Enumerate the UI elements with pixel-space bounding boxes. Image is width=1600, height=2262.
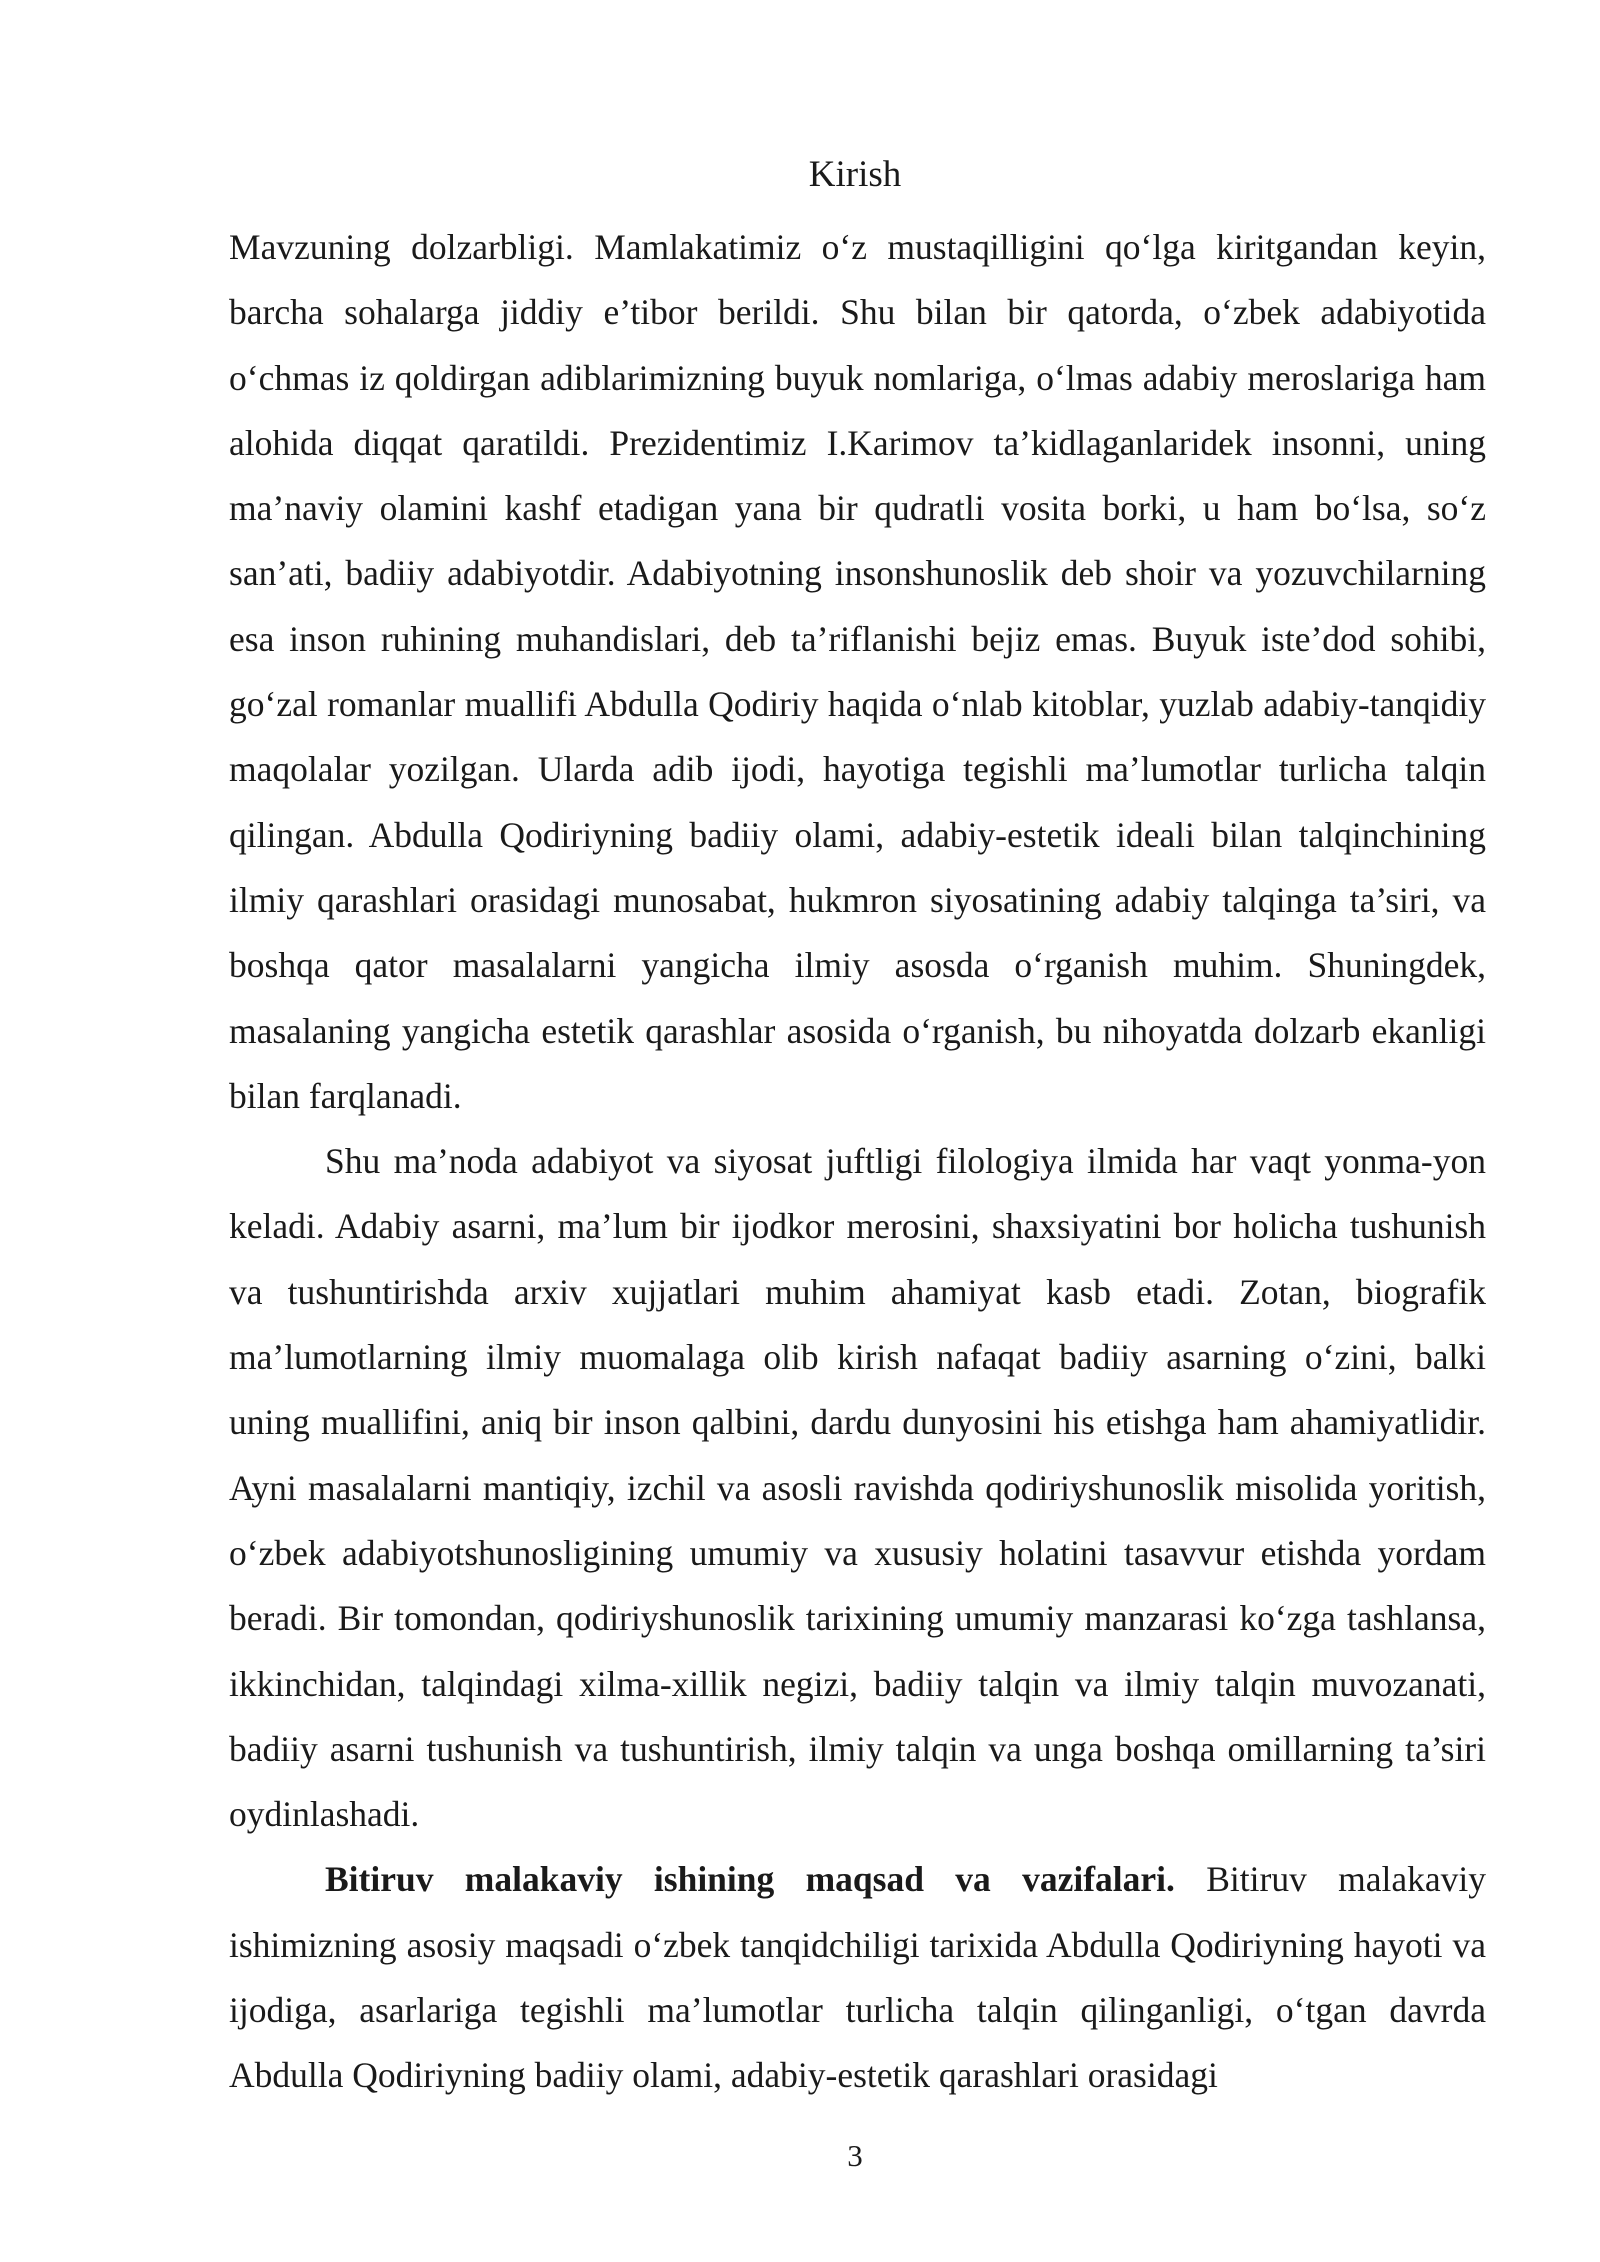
paragraph-literature-politics: Shu ma’noda adabiyot va siyosat juftligi filologiya ilmida har vaqt yonma-yon keladi. Adabiy asarni, ma’lum bir ijodkor merosini, shaxsiyatini bor holicha tushunish va tushuntirishda arxiv xujjatlari muhim ahamiyat kasb etadi. Zotan, biografik ma’lumotlarning ilmiy muomalaga olib kirish nafaqat badiiy asarning o‘zini, balki uning muallifini, aniq bir inson qalbini, dardu dunyosini his etishga ham ahamiyatlidir. Ayni masalalarni mantiqiy, izchil va asosli ravishda qodiriyshunoslik misolida yoritish, o‘zbek adabiyotshunosligining umumiy va xususiy holatini tasavvur etishda yordam beradi. Bir tomondan, qodiriyshunoslik tarixining umumiy manzarasi ko‘zga tashlansa, ikkinchidan, talqindagi xilma-xillik negizi, badiiy talqin va ilmiy talqin muvozanati, badiiy asarni tushunish va tushuntirish, ilmiy talqin va unga boshqa omillarning ta’siri oydinlashadi.: [229, 1141, 1486, 1835]
paragraph-relevance: Mavzuning dolzarbligi. Mamlakatimiz o‘z mustaqilligini qo‘lga kiritgandan keyin, barcha sohalarga jiddiy e’tibor berildi. Shu bilan bir qatorda, o‘zbek adabiyotida o‘chmas iz qoldirgan adiblarimizning buyuk nomlariga, o‘lmas adabiy meroslariga ham alohida diqqat qaratildi. Prezidentimiz I.Karimov ta’kidlaganlaridek insonni, uning ma’naviy olamini kashf etadigan yana bir qudratli vosita borki, u ham bo‘lsa, so‘z san’ati, badiiy adabiyotdir. Adabiyotning insonshunoslik deb shoir va yozuvchilarning esa inson ruhining muhandislari, deb ta’riflanishi bejiz emas. Buyuk iste’dod sohibi, go‘zal romanlar muallifi Abdulla Qodiriy haqida o‘nlab kitoblar, yuzlab adabiy-tanqidiy maqolalar yozilgan. Ularda adib ijodi, hayotiga tegishli ma’lumotlar turlicha talqin qilingan. Abdulla Qodiriyning badiiy olami, adabiy-estetik ideali bilan talqinchining ilmiy qarashlari orasidagi munosabat, hukmron siyosatining adabiy talqinga ta’siri, va boshqa qator masalalarni yangicha ilmiy asosda o‘rganish muhim. Shuningdek, masalaning yangicha estetik qarashlar asosida o‘rganish, bu nihoyatda dolzarb ekanligi bilan farqlanadi.: [229, 227, 1486, 1116]
paragraph-goals-heading: Bitiruv malakaviy ishining maqsad va vazifalari.: [325, 1859, 1175, 1900]
paragraph-goals: [229, 1847, 1486, 2108]
page-title: Kirish: [808, 154, 902, 195]
body-text: [229, 215, 1486, 2109]
paragraph-goals-text: Bitiruv malakaviy ishimizning asosiy maqsadi o‘zbek tanqidchiligi tarixida Abdulla Qodiriyning hayoti va ijodiga, asarlariga tegishli ma’lumotlar turlicha talqin qilinganligi, o‘tgan davrda Abdulla Qodiriyning badiiy olami, adabiy-estetik qarashlari orasidagi: [229, 1859, 1487, 2096]
page-number: 3: [847, 2138, 863, 2173]
